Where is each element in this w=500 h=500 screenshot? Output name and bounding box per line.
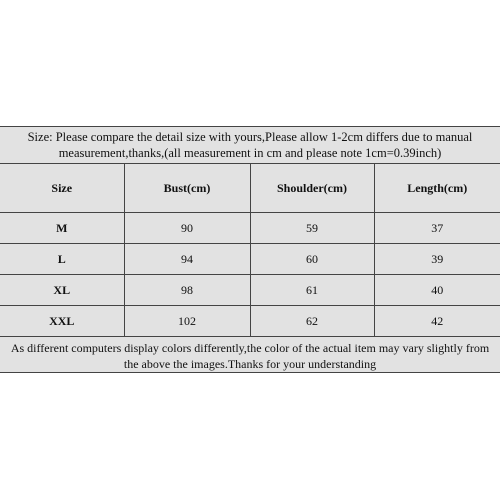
bust-cell: 102 — [124, 306, 250, 337]
table-row — [0, 213, 500, 244]
column-header-bust: Bust(cm) — [124, 164, 250, 213]
shoulder-cell: 62 — [250, 306, 374, 337]
column-header-size: Size — [0, 164, 124, 213]
shoulder-cell: 61 — [250, 275, 374, 306]
size-cell: XXL — [0, 306, 124, 337]
column-header-shoulder: Shoulder(cm) — [250, 164, 374, 213]
bust-cell: 94 — [124, 244, 250, 275]
shoulder-cell: 60 — [250, 244, 374, 275]
color-disclaimer: As different computers display colors differently,the color of the actual item may vary slightly from the above the images.Thanks for your understanding — [10, 341, 490, 371]
size-table — [0, 164, 500, 337]
length-cell: 40 — [374, 275, 500, 306]
table-row — [0, 244, 500, 275]
size-cell: M — [0, 213, 124, 244]
size-chart-panel — [0, 126, 500, 373]
shoulder-cell: 59 — [250, 213, 374, 244]
table-row — [0, 306, 500, 337]
length-cell: 39 — [374, 244, 500, 275]
column-header-length: Length(cm) — [374, 164, 500, 213]
bust-cell: 98 — [124, 275, 250, 306]
size-cell: L — [0, 244, 124, 275]
table-row — [0, 275, 500, 306]
size-cell: XL — [0, 275, 124, 306]
length-cell: 37 — [374, 213, 500, 244]
size-chart-note: Size: Please compare the detail size with yours,Please allow 1-2cm differs due to manual measurement,thanks,(all measurement in cm and please note 1cm=0.39inch) — [0, 127, 500, 164]
length-cell: 42 — [374, 306, 500, 337]
bust-cell: 90 — [124, 213, 250, 244]
table-header-row — [0, 164, 500, 213]
